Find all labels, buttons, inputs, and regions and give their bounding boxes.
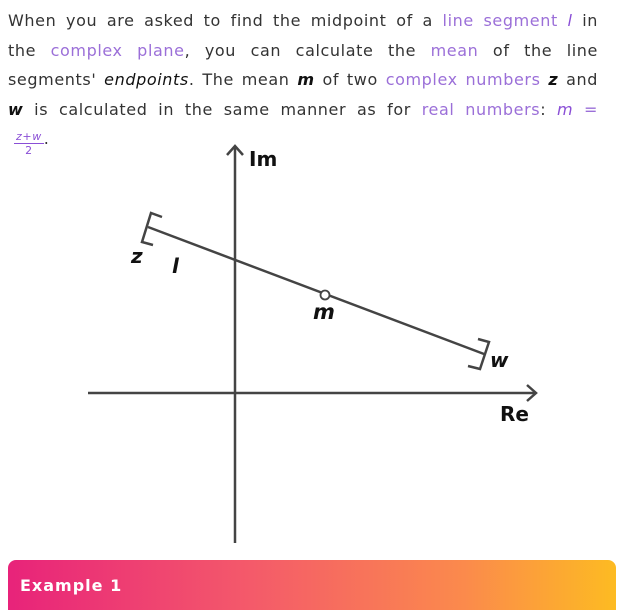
- example-header[interactable]: [8, 560, 616, 610]
- link-complex-numbers[interactable]: complex numbers: [385, 70, 541, 89]
- link-mean[interactable]: mean: [430, 40, 479, 60]
- variable-w: w: [8, 99, 24, 119]
- link-complex-plane[interactable]: complex plane: [50, 40, 185, 60]
- text-segment: . The mean: [188, 70, 298, 89]
- text-segment: of two: [314, 70, 386, 89]
- endpoint-w-bracket: [468, 339, 489, 369]
- text-segment: is calculated in the same manner as for: [23, 99, 422, 119]
- formula-lhs: m: [557, 99, 574, 119]
- variable-z: z: [548, 70, 559, 89]
- formula-denominator: 2: [25, 144, 33, 157]
- axis-label-im: Im: [249, 147, 278, 171]
- text-segment: , you can calculate the: [184, 40, 431, 60]
- term-endpoints: endpoints: [104, 70, 189, 89]
- text-segment: When you are asked to find the midpoint of a: [8, 11, 443, 30]
- link-real-numbers[interactable]: real numbers: [421, 99, 541, 119]
- point-label-m: m: [313, 300, 335, 324]
- point-label-w: w: [490, 348, 509, 372]
- midpoint-m-marker: [321, 291, 330, 300]
- text-segment: .: [43, 129, 50, 148]
- link-line-segment[interactable]: line segment: [442, 11, 558, 30]
- text-segment: [558, 11, 568, 30]
- point-label-z: z: [131, 244, 143, 268]
- text-segment: and: [558, 70, 599, 89]
- segment-label-l: l: [172, 254, 179, 278]
- formula-equals: =: [573, 99, 598, 119]
- text-segment: in the: [8, 11, 598, 60]
- line-segment-l: [148, 227, 484, 354]
- variable-l: l: [567, 11, 573, 30]
- axis-label-re: Re: [500, 402, 529, 426]
- complex-plane-diagram: [0, 135, 620, 550]
- text-segment: :: [540, 99, 557, 119]
- formula-numerator: z+w: [16, 130, 42, 143]
- example-title: Example 1: [20, 576, 123, 595]
- text-segment: of the line segments': [8, 40, 598, 89]
- variable-m: m: [297, 70, 315, 89]
